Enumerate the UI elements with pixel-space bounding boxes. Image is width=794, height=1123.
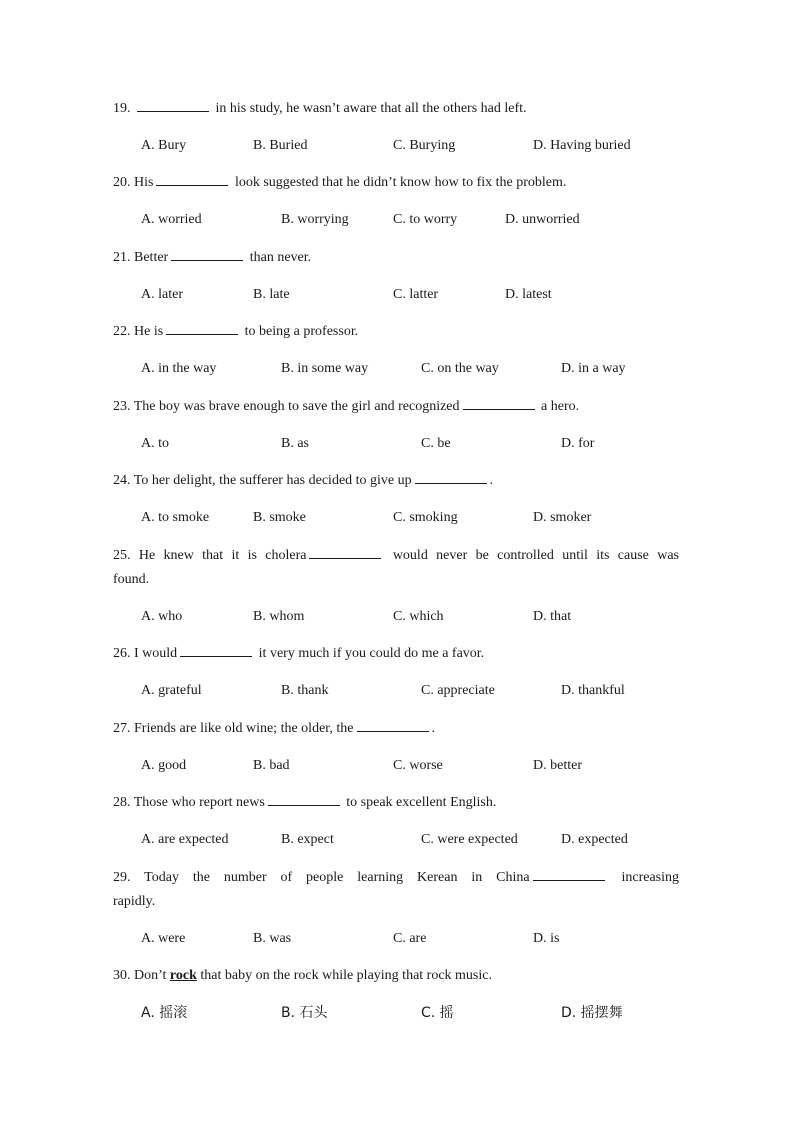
answer-blank[interactable] xyxy=(463,395,535,410)
options-29 xyxy=(141,929,701,949)
option-d[interactable]: D. thankful xyxy=(561,683,625,698)
answer-blank[interactable] xyxy=(309,544,381,559)
option-b[interactable]: B. Buried xyxy=(253,138,308,153)
option-d[interactable]: D. better xyxy=(533,758,582,773)
question-text-pre: His xyxy=(134,175,154,190)
option-c[interactable]: C. 摇 xyxy=(421,1005,454,1021)
option-a[interactable]: A. later xyxy=(141,287,183,302)
option-a[interactable]: A. were xyxy=(141,931,186,946)
question-text: a hero. xyxy=(537,399,580,414)
question-26 xyxy=(113,642,679,666)
option-a[interactable]: A. Bury xyxy=(141,138,187,153)
option-c[interactable]: C. smoking xyxy=(393,510,458,525)
question-text-pre: The boy was brave enough to save the girl and recognized xyxy=(133,399,460,414)
option-a[interactable]: A. who xyxy=(141,609,183,624)
answer-blank[interactable] xyxy=(166,320,238,335)
question-text: increasing xyxy=(607,870,680,885)
question-text-pre: Don’t xyxy=(134,968,170,983)
options-26 xyxy=(141,681,701,701)
question-number: 25. xyxy=(113,548,131,563)
question-number: 27. xyxy=(113,721,131,736)
option-d[interactable]: D. latest xyxy=(505,287,552,302)
question-number: 28. xyxy=(113,795,131,810)
option-b[interactable]: B. bad xyxy=(253,758,290,773)
question-28 xyxy=(113,791,679,815)
question-number: 19. xyxy=(113,101,131,116)
question-text-cont: rapidly. xyxy=(113,894,156,909)
question-text-pre: He is xyxy=(134,324,164,339)
option-c[interactable]: C. were expected xyxy=(421,832,518,847)
option-b[interactable]: B. in some way xyxy=(281,361,369,376)
option-b[interactable]: B. whom xyxy=(253,609,305,624)
answer-blank[interactable] xyxy=(357,717,429,732)
option-a[interactable]: A. are expected xyxy=(141,832,229,847)
question-text-pre: Today the number of people learning Kerean in China xyxy=(144,870,530,885)
question-number: 22. xyxy=(113,324,131,339)
options-30 xyxy=(141,1003,701,1023)
question-text: to being a professor. xyxy=(241,324,359,339)
question-30 xyxy=(113,964,679,988)
option-a[interactable]: A. worried xyxy=(141,212,202,227)
answer-blank[interactable] xyxy=(268,791,340,806)
options-27 xyxy=(141,756,701,776)
option-c[interactable]: C. on the way xyxy=(421,361,499,376)
option-a[interactable]: A. in the way xyxy=(141,361,217,376)
option-c[interactable]: C. appreciate xyxy=(421,683,495,698)
options-24 xyxy=(141,508,701,528)
option-a[interactable]: A. to smoke xyxy=(141,510,210,525)
option-d[interactable]: D. expected xyxy=(561,832,628,847)
option-a[interactable]: A. grateful xyxy=(141,683,202,698)
options-19 xyxy=(141,136,701,156)
answer-blank[interactable] xyxy=(180,642,252,657)
option-d[interactable]: D. unworried xyxy=(505,212,580,227)
question-text: it very much if you could do me a favor. xyxy=(255,646,485,661)
answer-blank[interactable] xyxy=(533,866,605,881)
option-c[interactable]: C. be xyxy=(421,436,451,451)
question-number: 21. xyxy=(113,250,131,265)
question-19 xyxy=(113,97,679,121)
question-25-continuation xyxy=(113,568,679,592)
option-b[interactable]: B. thank xyxy=(281,683,329,698)
question-text: than never. xyxy=(246,250,312,265)
option-a[interactable]: A. good xyxy=(141,758,187,773)
question-text: . xyxy=(489,473,494,488)
question-29 xyxy=(113,866,679,890)
option-a[interactable]: A. to xyxy=(141,436,169,451)
question-24 xyxy=(113,469,679,493)
option-d[interactable]: D. 摇摆舞 xyxy=(561,1005,623,1021)
question-number: 26. xyxy=(113,646,131,661)
question-20 xyxy=(113,171,679,195)
option-d[interactable]: D. for xyxy=(561,436,595,451)
question-text-pre: Those who report news xyxy=(133,795,265,810)
option-d[interactable]: D. smoker xyxy=(533,510,592,525)
question-21 xyxy=(113,246,679,270)
question-text: . xyxy=(431,721,435,736)
question-text: that baby on the rock while playing that rock music. xyxy=(196,968,492,983)
option-d[interactable]: D. is xyxy=(533,931,560,946)
question-number: 30. xyxy=(113,968,131,983)
question-23 xyxy=(113,395,679,419)
options-28 xyxy=(141,830,701,850)
answer-blank[interactable] xyxy=(415,469,487,484)
option-c[interactable]: C. are xyxy=(393,931,427,946)
keyword: rock xyxy=(169,968,197,983)
option-d[interactable]: D. in a way xyxy=(561,361,626,376)
question-text-cont: found. xyxy=(113,572,150,587)
option-a[interactable]: A. 摇滚 xyxy=(141,1005,188,1021)
options-25 xyxy=(141,607,701,627)
options-22 xyxy=(141,359,701,379)
option-b[interactable]: B. worrying xyxy=(281,212,349,227)
option-c[interactable]: C. which xyxy=(393,609,444,624)
option-b[interactable]: B. was xyxy=(253,931,292,946)
question-25 xyxy=(113,544,679,568)
question-text: look suggested that he didn’t know how to fix the problem. xyxy=(231,175,567,190)
options-21 xyxy=(141,285,701,305)
option-b[interactable]: B. as xyxy=(281,436,309,451)
question-number: 20. xyxy=(113,175,131,190)
question-text: would never be controlled until its cause was xyxy=(384,548,680,563)
option-d[interactable]: D. that xyxy=(533,609,572,624)
option-b[interactable]: B. late xyxy=(253,287,290,302)
option-c[interactable]: C. to worry xyxy=(393,212,458,227)
question-number: 23. xyxy=(113,399,131,414)
question-number: 29. xyxy=(113,870,131,885)
answer-blank[interactable] xyxy=(137,97,209,112)
question-text: to speak excellent English. xyxy=(342,795,497,810)
question-number: 24. xyxy=(113,473,131,488)
question-text-pre: I would xyxy=(134,646,178,661)
question-text: in his study, he wasn’t aware that all the others had left. xyxy=(212,101,527,116)
option-d[interactable]: D. Having buried xyxy=(533,138,631,153)
question-text-pre: Friends are like old wine; the older, the xyxy=(134,721,354,736)
question-29-continuation xyxy=(113,890,679,914)
question-27 xyxy=(113,717,679,741)
option-b[interactable]: B. 石头 xyxy=(281,1005,328,1021)
answer-blank[interactable] xyxy=(156,171,228,186)
question-text-pre: To her delight, the sufferer has decided to give up xyxy=(133,473,412,488)
question-22 xyxy=(113,320,679,344)
options-20 xyxy=(141,210,701,230)
options-23 xyxy=(141,434,701,454)
question-text-pre: He knew that it is cholera xyxy=(138,548,307,563)
option-c[interactable]: C. Burying xyxy=(393,138,456,153)
option-b[interactable]: B. smoke xyxy=(253,510,306,525)
option-c[interactable]: C. latter xyxy=(393,287,439,302)
option-b[interactable]: B. expect xyxy=(281,832,334,847)
answer-blank[interactable] xyxy=(171,246,243,261)
question-text-pre: Better xyxy=(134,250,169,265)
option-c[interactable]: C. worse xyxy=(393,758,443,773)
